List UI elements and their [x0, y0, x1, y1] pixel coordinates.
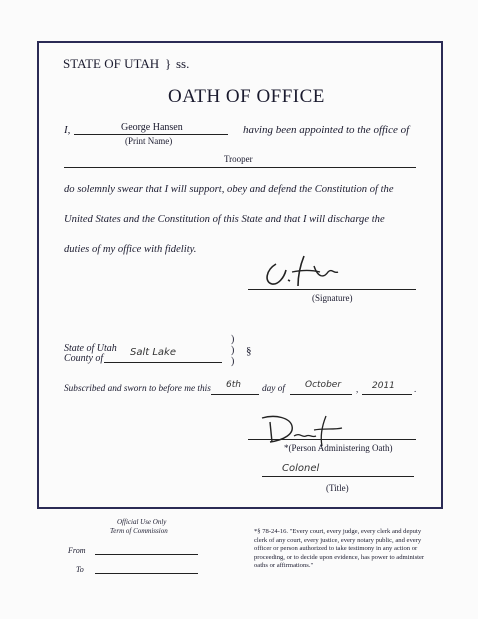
state-label: STATE OF UTAH — [63, 56, 160, 71]
print-name-caption: (Print Name) — [125, 136, 173, 146]
signature-underline — [248, 289, 416, 290]
month-value: October — [305, 380, 342, 390]
year-underline — [362, 394, 412, 395]
date-period: . — [414, 384, 417, 394]
print-name-value: George Hansen — [121, 122, 183, 133]
from-label: From — [68, 546, 86, 555]
county-underline — [104, 362, 222, 363]
year-value: 2011 — [372, 381, 395, 391]
statute-text: *§ 78-24-16. "Every court, every judge, every clerk and deputy clerk of any court, every justice, every notary public, and every officer or person authorized to take testimony in any action or proceeding, or to decide upon evidence, has power to administer oaths or affirmations." — [254, 528, 425, 570]
name-underline — [74, 134, 228, 135]
official-use-label: Official Use Only — [117, 518, 167, 526]
title-caption: (Title) — [326, 483, 349, 493]
section-mark: § — [246, 345, 252, 357]
venue-brace-1: ) — [231, 334, 235, 345]
to-underline — [95, 573, 198, 574]
from-underline — [95, 554, 198, 555]
day-value: 6th — [226, 380, 241, 390]
oath-body-line-3: duties of my office with fidelity. — [64, 244, 197, 255]
document-title: OATH OF OFFICE — [168, 86, 325, 107]
office-value: Trooper — [224, 154, 253, 164]
venue-brace-2: ) — [231, 345, 235, 356]
venue-state: State of Utah — [64, 343, 117, 354]
venue-county-label: County of — [64, 353, 104, 364]
ss-brace: } — [165, 56, 172, 71]
date-comma: , — [356, 384, 359, 394]
subscribed-text: Subscribed and sworn to before me this — [64, 384, 211, 394]
month-underline — [290, 394, 352, 395]
ss-label: ss. — [176, 56, 190, 71]
officer-signature — [258, 252, 348, 290]
day-of-label: day of — [262, 384, 285, 394]
office-underline — [64, 167, 416, 168]
day-underline — [211, 394, 259, 395]
title-value: Colonel — [282, 463, 320, 474]
appointed-text: having been appointed to the office of — [243, 124, 410, 136]
oath-body-line-2: United States and the Constitution of this State and that I will discharge the — [64, 214, 385, 225]
term-of-commission-label: Term of Commission — [110, 527, 168, 535]
administering-underline — [248, 439, 416, 440]
administering-caption: *(Person Administering Oath) — [284, 443, 393, 453]
to-label: To — [76, 565, 84, 574]
title-underline — [262, 476, 414, 477]
signature-caption: (Signature) — [312, 293, 353, 303]
county-value: Salt Lake — [130, 347, 176, 358]
oath-body-line-1: do solemnly swear that I will support, obey and defend the Constitution of the — [64, 184, 394, 195]
i-label: I, — [64, 124, 71, 136]
venue-brace-3: ) — [231, 356, 235, 367]
